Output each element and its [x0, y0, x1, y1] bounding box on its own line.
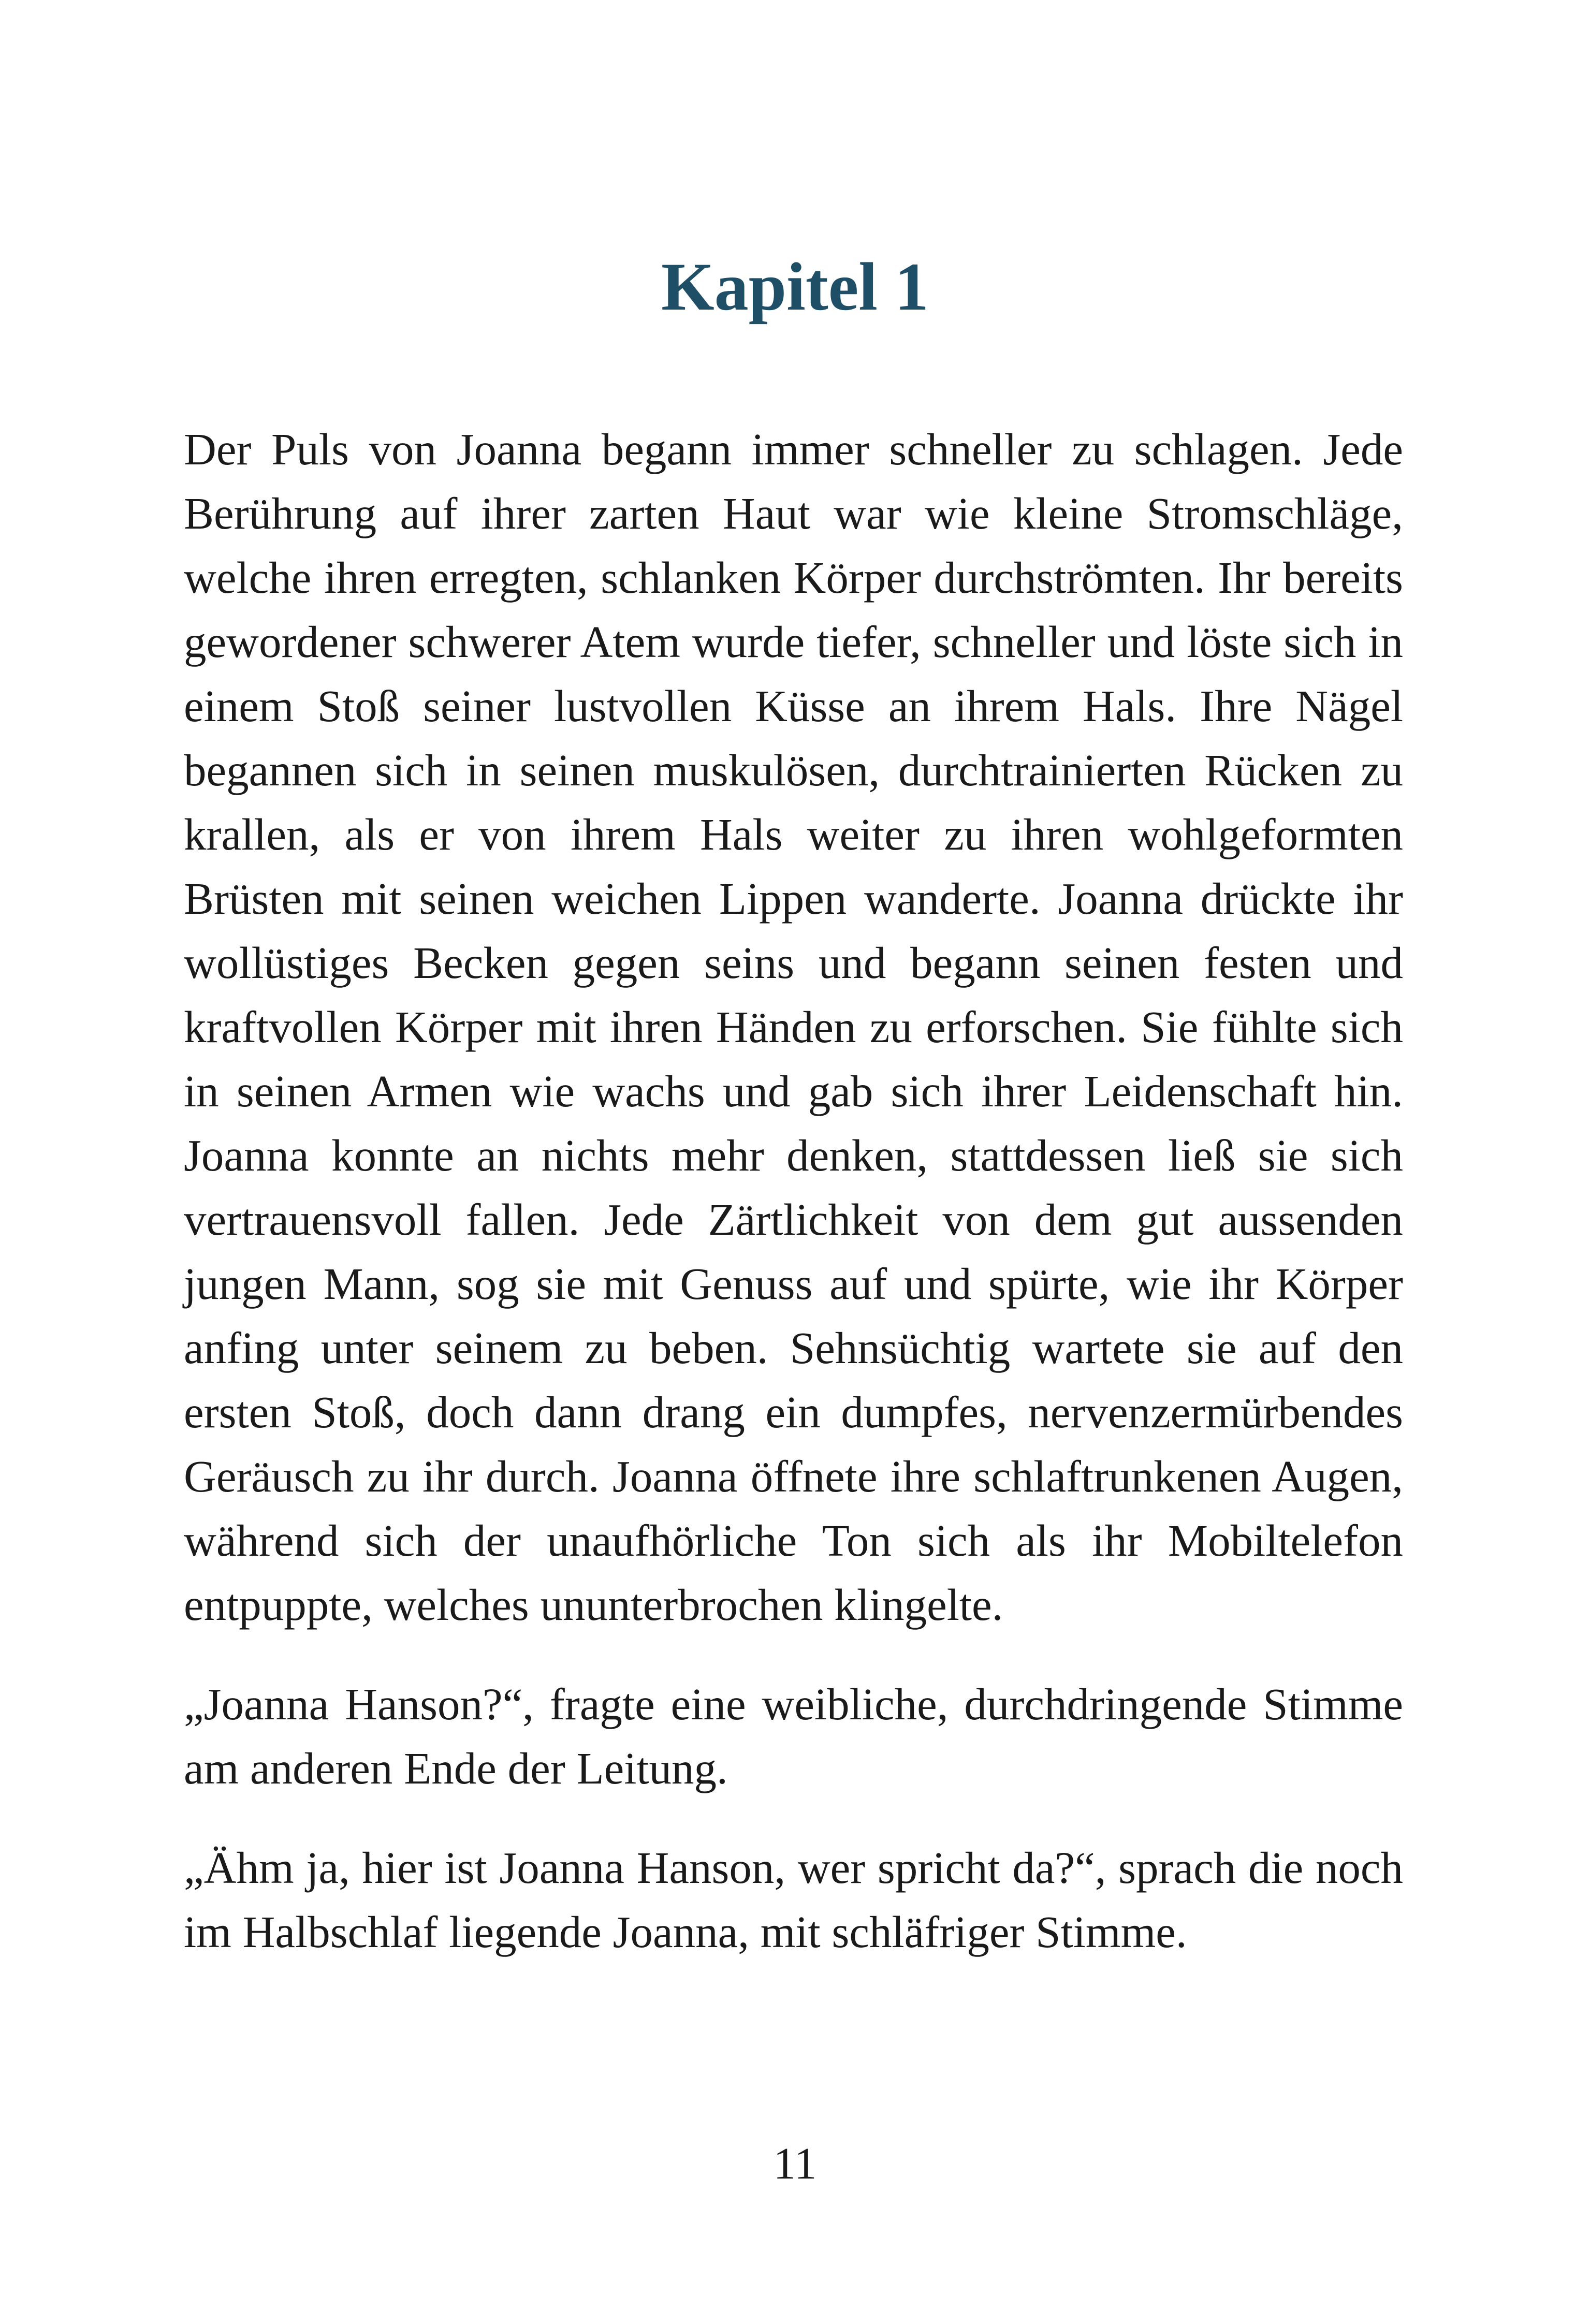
paragraph-dream: Der Puls von Joanna begann immer schneller zu schlagen. Jede Berührung auf ihrer zarten Haut war wie kleine Stromschläge, welche ihren erregten, schlanken Körper durchströmten. Ihr bereits gewordener schwerer Atem wurde tiefer, schneller und löste sich in einem Stoß seiner lustvollen Küsse an ihrem Hals. Ihre Nägel begannen sich in seinen muskulösen, durchtrainierten Rücken zu krallen, als er von ihrem Hals weiter zu ihren wohlgeformten Brüsten mit seinen weichen Lippen wanderte. Joanna drückte ihr wollüstiges Becken gegen seins und begann seinen festen und kraftvollen Körper mit ihren Händen zu erforschen. Sie fühlte sich in seinen Armen wie wachs und gab sich ihrer Leidenschaft hin. Joanna konnte an nichts mehr denken, stattdessen ließ sie sich vertrauensvoll fallen. Jede Zärtlichkeit von dem gut aussenden jungen Mann, sog sie mit Genuss auf und spürte, wie ihr Körper anfing unter seinem zu beben. Sehnsüchtig wartete sie auf den ersten Stoß, doch dann drang ein dumpfes, nervenzermürbendes Geräusch zu ihr durch. Joanna öffnete ihre schlaftrunkenen Augen, während sich der unaufhörliche Ton sich als ihr Mobiltelefon entpuppte, welches ununterbrochen klingelte.	[184, 424, 1403, 1630]
chapter-body	[184, 417, 1403, 1964]
paragraph-phone-answer: „Ähm ja, hier ist Joanna Hanson, wer spricht da?“, sprach die noch im Halbschlaf liegende Joanna, mit schläfriger Stimme.	[184, 1843, 1403, 1957]
paragraph-phone-question: „Joanna Hanson?“, fragte eine weibliche, durchdringende Stimme am anderen Ende der Leitung.	[184, 1679, 1403, 1793]
page-number: 11	[773, 2138, 817, 2188]
chapter-title: Kapitel 1	[661, 249, 929, 325]
